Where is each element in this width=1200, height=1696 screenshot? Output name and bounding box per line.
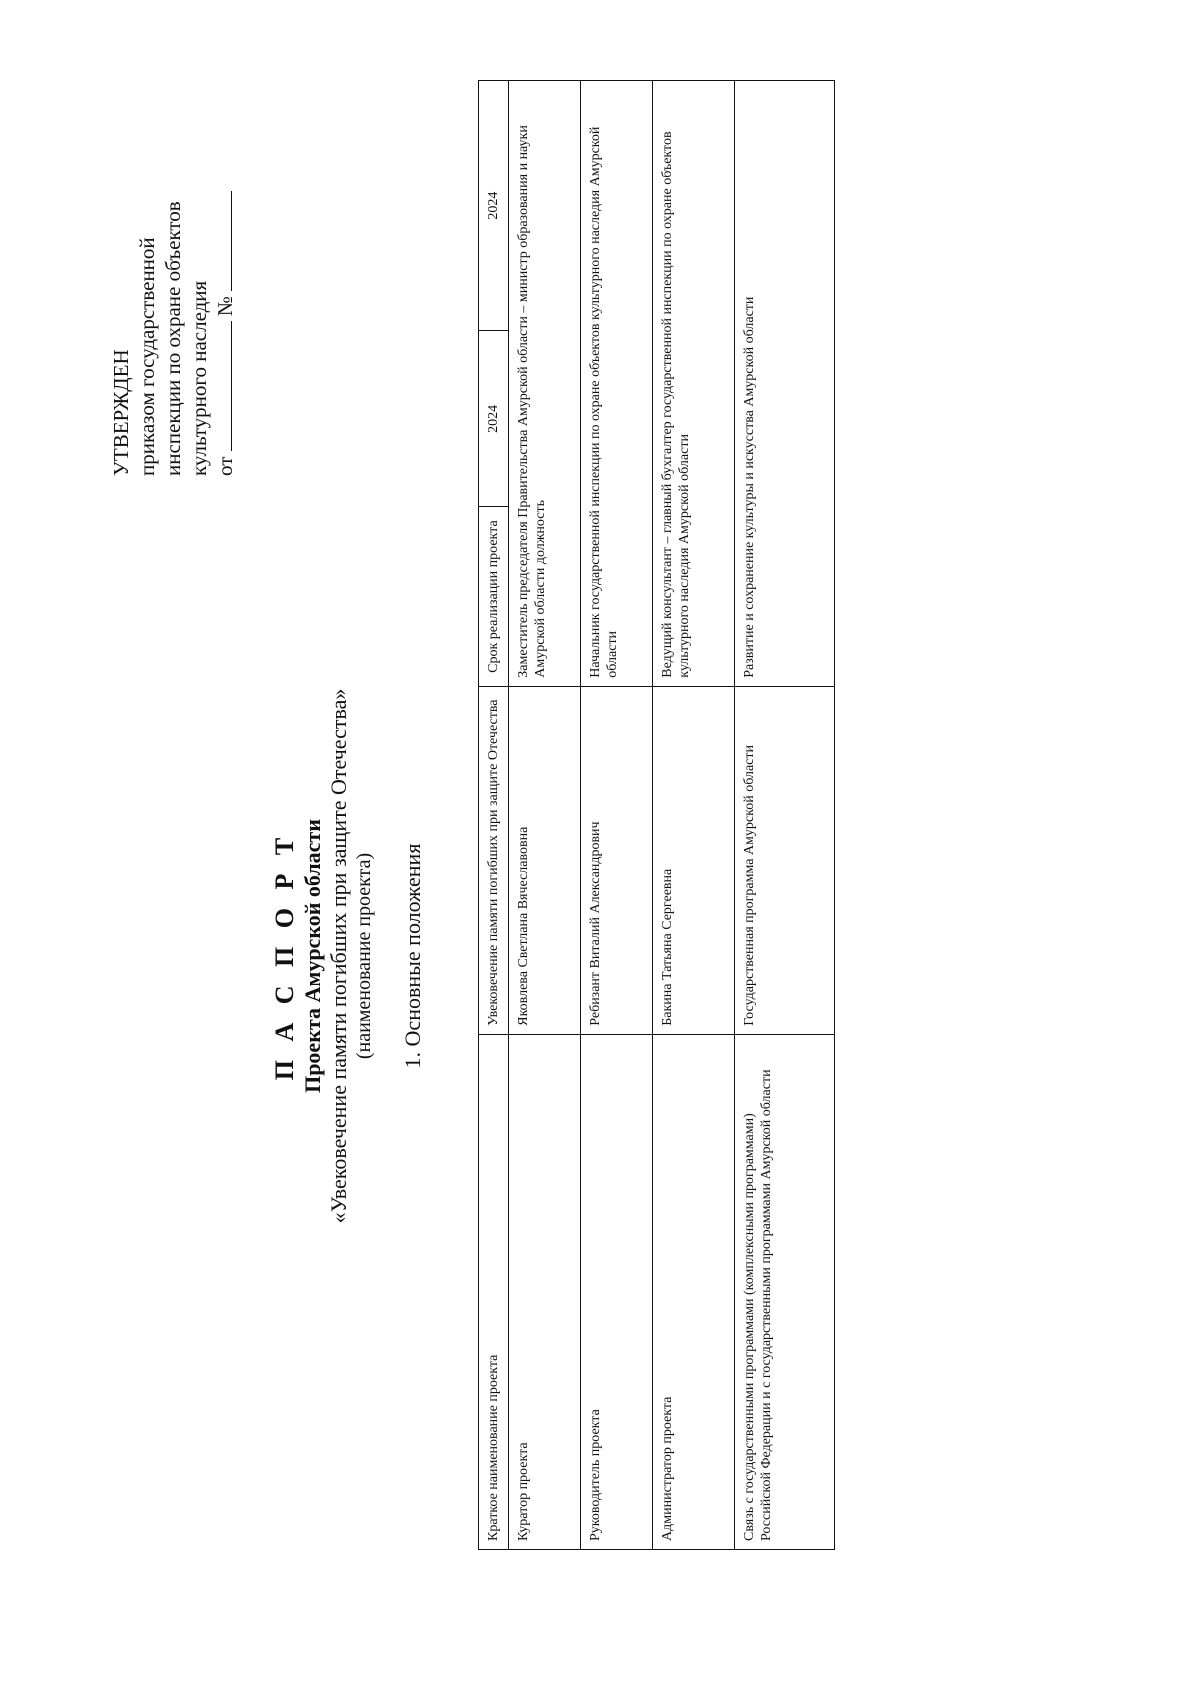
passport-table: [478, 80, 835, 1550]
row-label: Администратор проекта: [653, 1034, 735, 1549]
section-title: 1. Основные положения: [400, 843, 425, 1069]
administrator-position: Ведущий консультант – главный бухгалтер государственной инспекции по охране объектов культурного наследия Амурской области: [653, 81, 735, 687]
administrator-name: Бакина Татьяна Сергеевна: [653, 686, 735, 1034]
curator-name: Яковлева Светлана Вячеславовна: [509, 686, 581, 1034]
table-row: [653, 81, 735, 1550]
row-label: Куратор проекта: [509, 1034, 581, 1549]
project-name: «Увековечение памяти погибших при защите Отечества»: [326, 688, 351, 1224]
approval-number-label: №: [213, 296, 237, 317]
table-row: [509, 81, 581, 1550]
approval-stamp-block: [108, 116, 238, 476]
term-start: 2024: [479, 331, 509, 507]
approval-date-line: [212, 116, 238, 476]
curator-position: Заместитель председателя Правительства Амурской области – министр образования и науки Амурской области должность: [509, 81, 581, 687]
project-name-note: (наименование проекта): [353, 852, 375, 1060]
manager-name: Ребизант Виталий Александрович: [581, 686, 653, 1034]
term-end: 2024: [479, 81, 509, 331]
approval-number-blank: [213, 191, 232, 291]
document-heading: [270, 456, 426, 1456]
approval-line-3: культурного наследия: [187, 280, 211, 476]
program-value: Развитие и сохранение культуры и искусства Амурской области: [735, 81, 835, 687]
approval-line-1: приказом государственной: [135, 237, 159, 476]
table-row: [581, 81, 653, 1550]
approval-title: УТВЕРЖДЕН: [109, 349, 133, 476]
row-label: Краткое наименование проекта: [479, 1034, 509, 1549]
document-subtitle: Проекта Амурской области: [300, 819, 325, 1093]
approval-line-2: инспекции по охране объектов: [161, 201, 185, 476]
row-label: Руководитель проекта: [581, 1034, 653, 1549]
approval-date-blank: [213, 321, 232, 451]
approval-from-label: от: [213, 456, 237, 476]
table-row: [735, 81, 835, 1550]
row-label: Связь с государственными программами (комплексными программами) Российской Федерации и с государственными программами Амурской области: [735, 1034, 835, 1549]
short-name-value: Увековечение памяти погибших при защите Отечества: [479, 686, 509, 1034]
document-title: П А С П О Р Т: [270, 831, 299, 1081]
table-row: [479, 81, 509, 1550]
program-name: Государственная программа Амурской области: [735, 686, 835, 1034]
term-label: Срок реализации проекта: [479, 507, 509, 686]
manager-position: Начальник государственной инспекции по охране объектов культурного наследия Амурской области: [581, 81, 653, 687]
